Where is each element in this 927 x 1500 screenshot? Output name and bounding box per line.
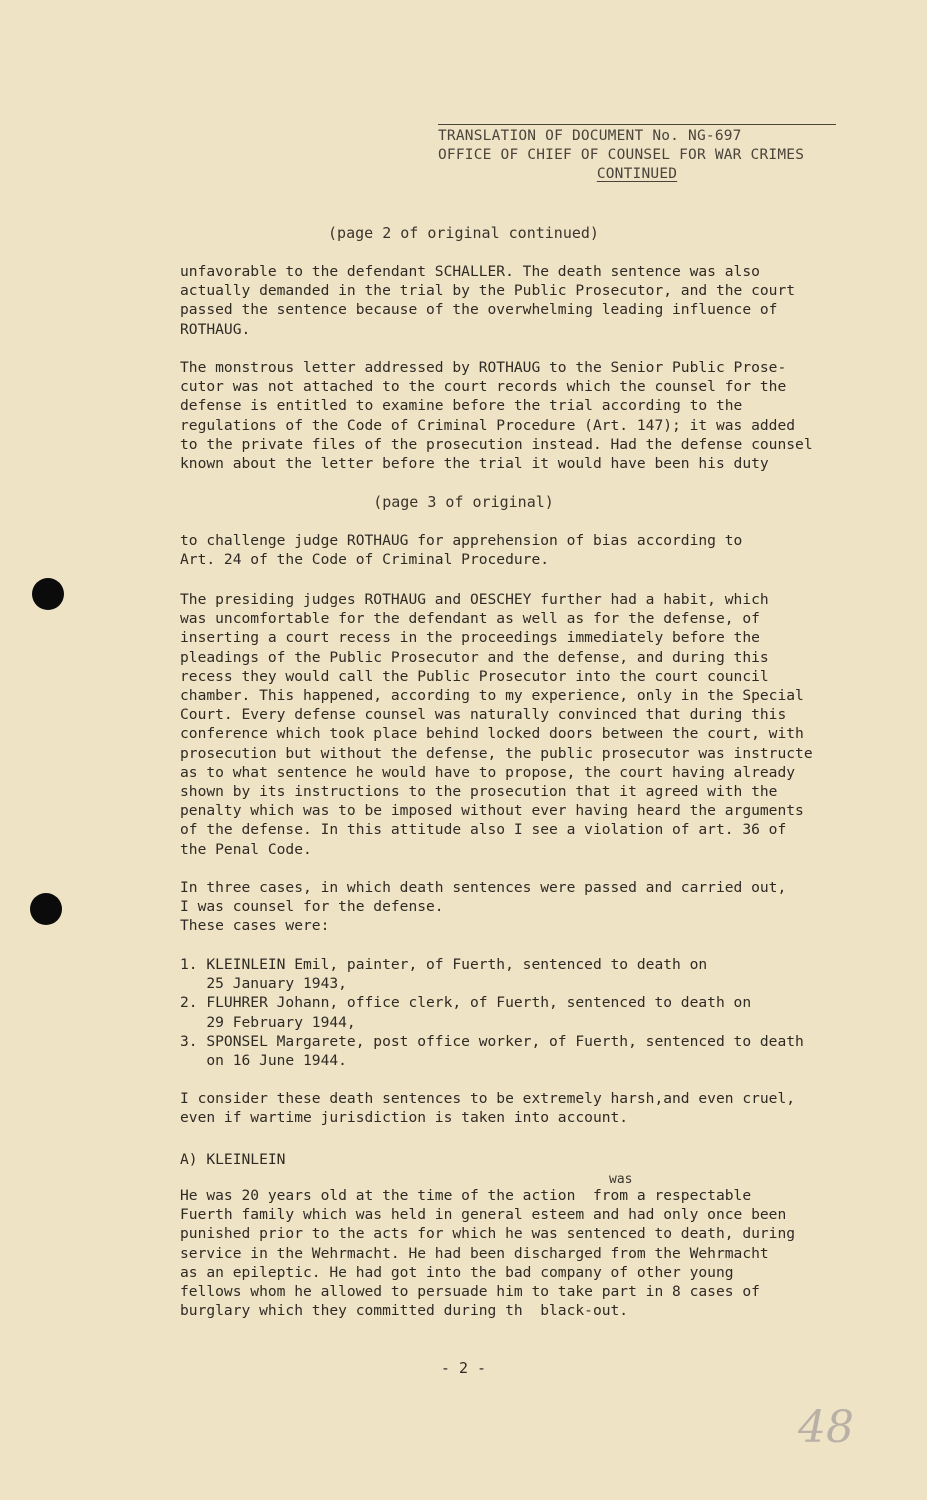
heading-kleinlein: A) KLEINLEIN [180, 1151, 286, 1168]
header-top-rule [438, 124, 836, 125]
page-marker-3: (page 3 of original) [373, 493, 554, 511]
page-marker-2-continued: (page 2 of original continued) [328, 224, 599, 242]
handwritten-insert-was: was [609, 1172, 633, 1187]
page-number: - 2 - [440, 1359, 487, 1377]
paragraph-harsh-sentences: I consider these death sentences to be extremely harsh,and even cruel, even if wartime jurisdiction is taken into account. [180, 1090, 796, 1127]
punch-hole-lower [30, 893, 62, 925]
header-translation-line: TRANSLATION OF DOCUMENT No. NG-697 [438, 128, 742, 144]
death-sentence-list: 1. KLEINLEIN Emil, painter, of Fuerth, sentenced to death on 25 January 1943, 2. FLUHRER Johann, office clerk, of Fuerth, sentenced to death on 29 February 1944, 3. SPONSEL Margarete, post office worker, of Fuerth, sentenced to death on 16 June 1944. [180, 956, 804, 1070]
paragraph-schaller: unfavorable to the defendant SCHALLER. The death sentence was also actually demanded in the trial by the Public Prosecutor, and the court passed the sentence because of the overwhelming leading influence of ROTHAUG. [180, 263, 796, 338]
paragraph-three-cases: In three cases, in which death sentences were passed and carried out, I was counsel for the defense. These cases were: [180, 879, 787, 935]
header-office-line: OFFICE OF CHIEF OF COUNSEL FOR WAR CRIMES [438, 147, 805, 163]
paragraph-challenge-judge: to challenge judge ROTHAUG for apprehension of bias according to Art. 24 of the Code of Criminal Procedure. [180, 532, 743, 569]
paragraph-court-recess: The presiding judges ROTHAUG and OESCHEY further had a habit, which was uncomfortable for the defendant as well as for the defense, of inserting a court recess in the proceedings immediately before the pleadings of the Public Prosecutor and the defense, and during this recess they would call the Public Prosecutor into the court council chamber. This happened, according to my experience, only in the Special Court. Every defense counsel was naturally convinced that during this conference which took place behind locked doors between the court, with prosecution but without the defense, the public prosecutor was instructe as to what sentence he would have to propose, the court having already shown by its instructions to the prosecution that it agreed with the penalty which was to be imposed without ever having heard the arguments of the defense. In this attitude also I see a violation of art. 36 of the Penal Code. [180, 591, 813, 858]
paragraph-kleinlein-details: He was 20 years old at the time of the action from a respectable Fuerth family which was held in general esteem and had only once been punished prior to the acts for which he was sentenced to death, during service in the Wehrmacht. He had been discharged from the Wehrmacht as an epileptic. He had got into the bad company of other young fellows whom he allowed to persuade him to take part in 8 cases of burglary which they committed during th black-out. [180, 1187, 796, 1320]
pencil-page-note: 48 [798, 1402, 854, 1453]
document-header [438, 124, 836, 184]
header-continued-line: CONTINUED [596, 166, 678, 182]
paragraph-monstrous-letter: The monstrous letter addressed by ROTHAUG to the Senior Public Prose- cutor was not attached to the court records which the counsel for the defense is entitled to examine before the trial according to the regulations of the Code of Criminal Procedure (Art. 147); it was added to the private files of the prosecution instead. Had the defense counsel known about the letter before the trial it would have been his duty [180, 359, 813, 473]
punch-hole-upper [32, 578, 64, 610]
